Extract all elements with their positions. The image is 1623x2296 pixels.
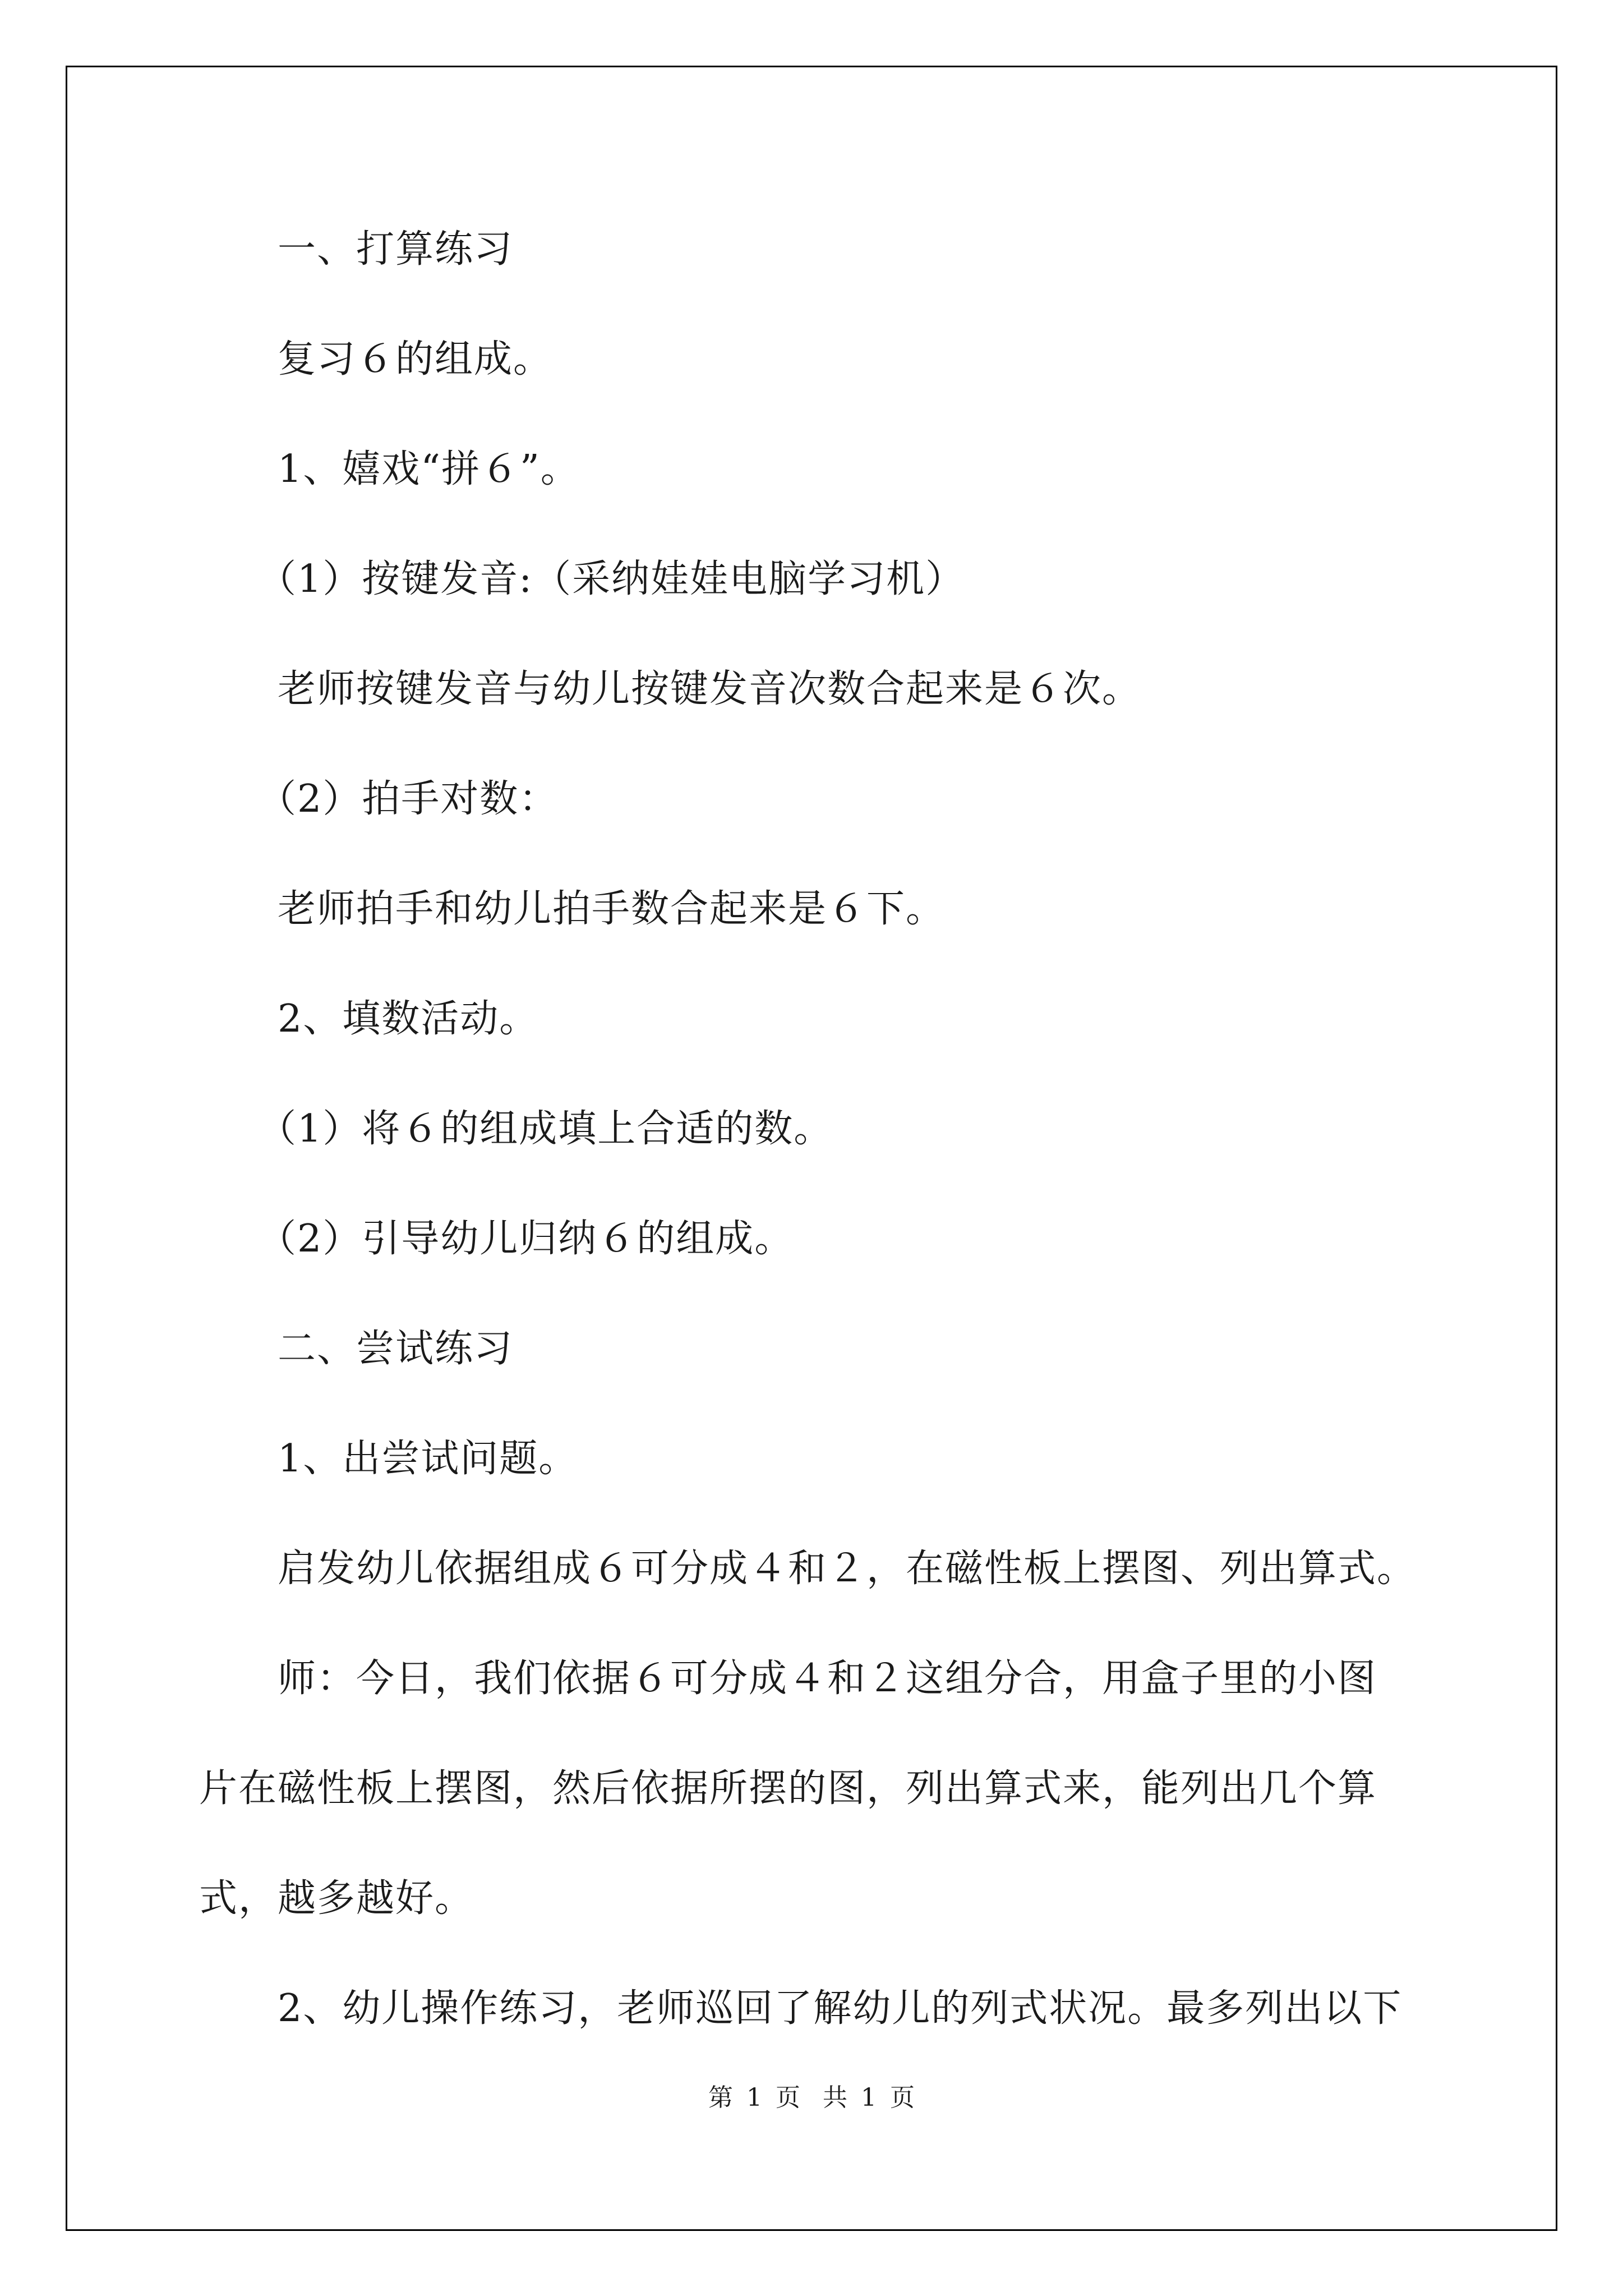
sub-list-item: （1）将６的组成填上合适的数。 xyxy=(258,1107,833,1151)
sub-list-item: （1）按键发音:（采纳娃娃电脑学习机） xyxy=(258,557,965,601)
section-heading-2: 二、尝试练习 xyxy=(278,1327,514,1371)
section-heading-1: 一、打算练习 xyxy=(278,227,514,272)
paragraph: 复习６的组成。 xyxy=(278,337,553,381)
paragraph: 师：今日，我们依据６可分成４和２这组分合，用盒子里的小图 xyxy=(278,1657,1377,1701)
page-number-total: 共 1 页 xyxy=(823,2083,915,2112)
list-item: 2、幼儿操作练习，老师巡回了解幼儿的列式状况。最多列出以下 xyxy=(278,1986,1403,2031)
list-item: 1、出尝试问题。 xyxy=(278,1437,578,1481)
paragraph: 老师按键发音与幼儿按键发音次数合起来是６次。 xyxy=(278,667,1142,711)
page-footer xyxy=(0,2081,1623,2115)
list-item: 2、填数活动。 xyxy=(278,997,539,1041)
paragraph: 老师拍手和幼儿拍手数合起来是６下。 xyxy=(278,887,946,931)
sub-list-item: （2）引导幼儿归纳６的组成。 xyxy=(258,1217,794,1261)
list-item: 1、嬉戏“拼６”。 xyxy=(278,447,580,491)
paragraph-continuation: 式，越多越好。 xyxy=(199,1876,474,1921)
paragraph: 启发幼儿依据组成６可分成４和２，在磁性板上摆图、列出算式。 xyxy=(278,1547,1417,1591)
paragraph-continuation: 片在磁性板上摆图，然后依据所摆的图，列出算式来，能列出几个算 xyxy=(199,1766,1377,1811)
sub-list-item: （2）拍手对数： xyxy=(258,777,559,821)
page-number-current: 第 1 页 xyxy=(708,2083,800,2112)
